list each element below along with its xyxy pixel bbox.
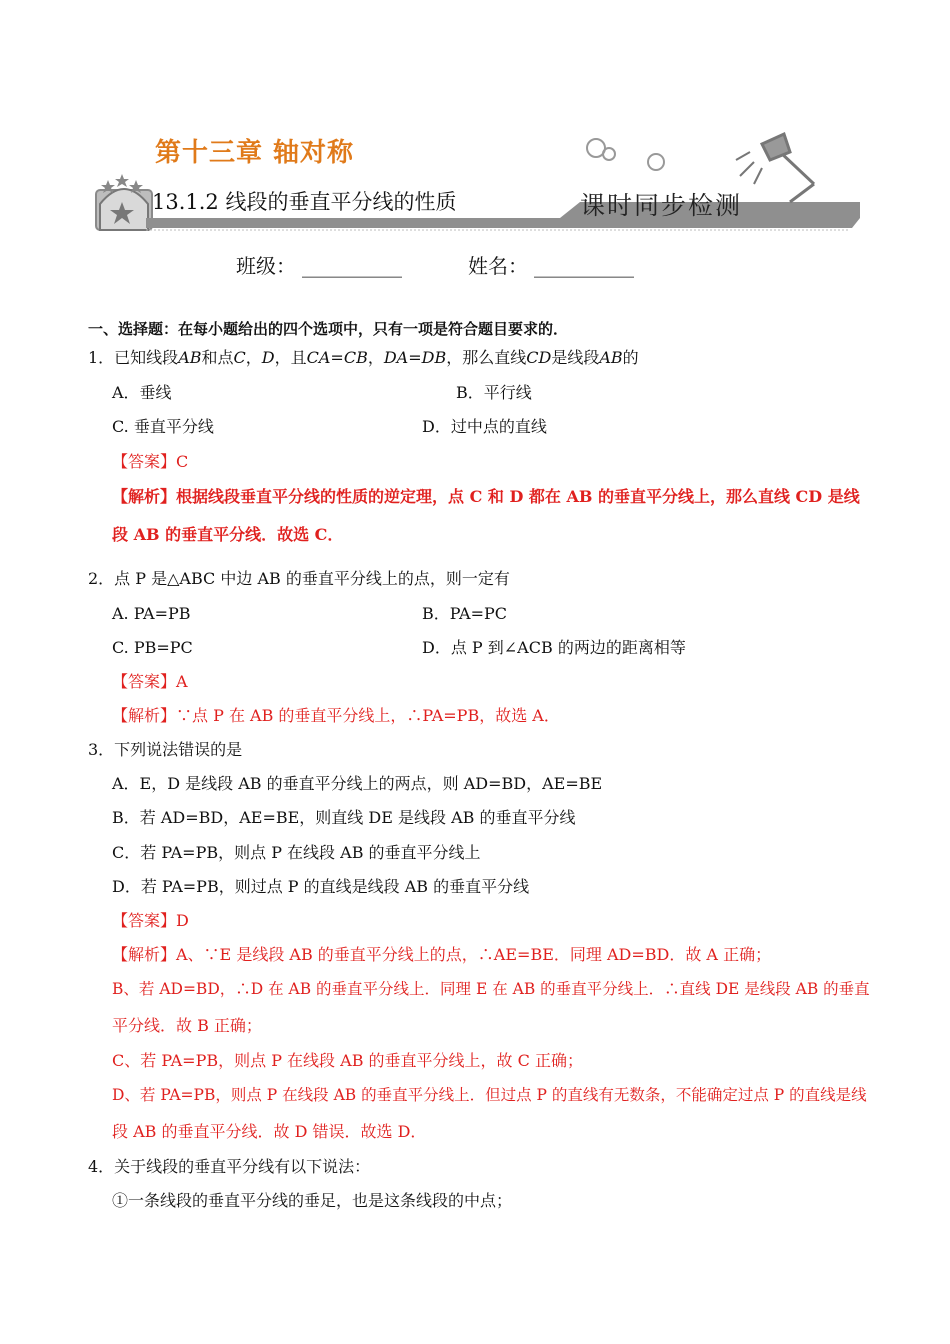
q1-answer: 【答案】C bbox=[112, 452, 189, 471]
q2-option-d[interactable]: D．点 P 到∠ACB 的两边的距离相等 bbox=[422, 638, 686, 657]
bubbles-icon bbox=[587, 139, 664, 170]
q3-analysis-line-5: D、若 PA=PB，则点 P 在线段 AB 的垂直平分线上．但过点 P 的直线有无数条，不能确定过点 P 的直线是线 bbox=[112, 1086, 867, 1104]
q3-analysis-line-2: B、若 AD=BD，∴D 在 AB 的垂直平分线上．同理 E 在 AB 的垂直平分线上．∴直线 DE 是线段 AB 的垂直 bbox=[112, 980, 870, 998]
class-blank[interactable]: __________ bbox=[302, 254, 402, 278]
section-title: 13.1.2 线段的垂直平分线的性质 bbox=[152, 190, 457, 214]
question-1-stem: 1．已知线段AB和点C，D，且CA=CB，DA=DB，那么直线CD是线段AB的 bbox=[88, 348, 639, 367]
name-label: 姓名： bbox=[468, 254, 528, 278]
q2-option-a[interactable]: A. PA=PB bbox=[112, 604, 191, 623]
worksheet-tag: 课时同步检测 bbox=[580, 191, 743, 220]
q1-analysis-line-1: 【解析】根据线段垂直平分线的性质的逆定理，点 C 和 D 都在 AB 的垂直平分线上，那么直线 CD 是线 bbox=[112, 487, 860, 506]
q1-option-a[interactable]: A．垂线 bbox=[112, 383, 172, 402]
question-3-stem: 3．下列说法错误的是 bbox=[88, 740, 243, 759]
q2-analysis: 【解析】∵点 P 在 AB 的垂直平分线上，∴PA=PB，故选 A． bbox=[112, 706, 560, 725]
q3-analysis-line-6: 段 AB 的垂直平分线．故 D 错误．故选 D． bbox=[112, 1122, 427, 1141]
q3-option-b[interactable]: B．若 AD=BD，AE=BE，则直线 DE 是线段 AB 的垂直平分线 bbox=[112, 808, 576, 827]
name-blank[interactable]: __________ bbox=[534, 254, 634, 278]
q1-analysis-line-2: 段 AB 的垂直平分线．故选 C． bbox=[112, 525, 344, 544]
q4-item-1: ①一条线段的垂直平分线的垂足，也是这条线段的中点； bbox=[112, 1191, 513, 1210]
q3-answer: 【答案】D bbox=[112, 911, 189, 930]
question-4-stem: 4．关于线段的垂直平分线有以下说法： bbox=[88, 1157, 371, 1176]
q2-answer: 【答案】A bbox=[112, 672, 188, 691]
q3-analysis-line-1: 【解析】A、∵E 是线段 AB 的垂直平分线上的点，∴AE=BE．同理 AD=BD．故 A 正确； bbox=[112, 945, 772, 964]
q3-analysis-line-3: 平分线．故 B 正确； bbox=[112, 1016, 262, 1035]
q1-option-d[interactable]: D．过中点的直线 bbox=[422, 417, 547, 436]
q3-option-c[interactable]: C．若 PA=PB，则点 P 在线段 AB 的垂直平分线上 bbox=[112, 843, 481, 862]
q2-option-c[interactable]: C. PB=PC bbox=[112, 638, 193, 657]
class-field bbox=[236, 250, 402, 279]
q3-analysis-line-4: C、若 PA=PB，则点 P 在线段 AB 的垂直平分线上，故 C 正确； bbox=[112, 1051, 583, 1070]
q3-option-a[interactable]: A．E，D 是线段 AB 的垂直平分线上的两点，则 AD=BD，AE=BE bbox=[112, 774, 603, 793]
class-label: 班级： bbox=[236, 254, 296, 278]
q2-option-b[interactable]: B．PA=PC bbox=[422, 604, 508, 623]
star-badge-icon bbox=[96, 174, 152, 230]
question-2-stem: 2．点 P 是△ABC 中边 AB 的垂直平分线上的点，则一定有 bbox=[88, 569, 510, 588]
name-field bbox=[468, 250, 634, 279]
q1-option-c[interactable]: C. 垂直平分线 bbox=[112, 417, 214, 436]
q3-option-d[interactable]: D．若 PA=PB，则过点 P 的直线是线段 AB 的垂直平分线 bbox=[112, 877, 530, 896]
q1-option-b[interactable]: B．平行线 bbox=[456, 383, 532, 402]
desk-lamp-icon bbox=[736, 134, 814, 202]
instructions: 一、选择题：在每小题给出的四个选项中，只有一项是符合题目要求的． bbox=[88, 320, 569, 338]
chapter-title: 第十三章 轴对称 bbox=[155, 138, 355, 168]
